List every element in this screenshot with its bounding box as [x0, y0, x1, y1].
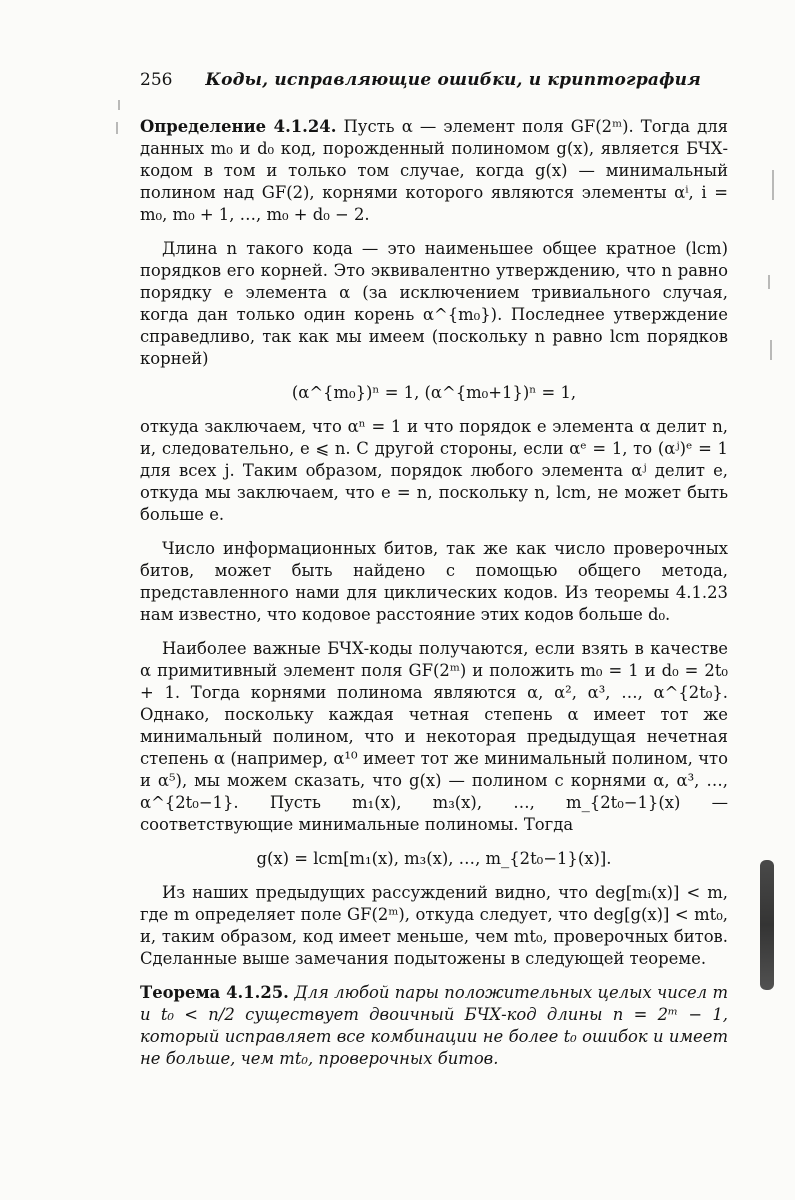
equation-1: (α^{m₀})ⁿ = 1, (α^{m₀+1})ⁿ = 1,	[291, 383, 577, 402]
theorem-block	[140, 982, 728, 1070]
paragraph-2: откуда заключаем, что αⁿ = 1 и что порядок e элемента α делит n, и, следовательно, e ⩽ n. С другой стороны, если αᵉ = 1, то (αʲ)ᵉ = 1 для всех j. Таким образом, порядок любого элемента αʲ делит e, откуда мы заключаем, что e = n, поскольку n, lcm, не может быть больше e.	[140, 417, 728, 524]
scan-tick-left-1	[118, 100, 120, 110]
running-title: Коды, исправляющие ошибки, и криптография	[205, 70, 701, 90]
paragraph-5: Из наших предыдущих рассуждений видно, что deg[mᵢ(x)] < m, где m определяет поле GF(2ᵐ), откуда следует, что deg[g(x)] < mt₀, и, таким образом, код имеет меньше, чем mt₀, проверочных битов. Сделанные выше замечания подытожены в следующей теореме.	[140, 883, 728, 968]
scan-tick-left-2	[116, 122, 118, 134]
paragraph-4: Наиболее важные БЧХ-коды получаются, если взять в качестве α примитивный элемент поля GF(2ᵐ) и положить m₀ = 1 и d₀ = 2t₀ + 1. Тогда корнями полинома являются α, α², α³, …, α^{2t₀}. Однако, поскольку каждая четная степень α имеет тот же минимальный полином, что и некоторая предыдущая нечетная степень α (например, α¹⁰ имеет тот же минимальный полином, что и α⁵), мы можем сказать, что g(x) — полином с корнями α, α³, …, α^{2t₀−1}. Пусть m₁(x), m₃(x), …, m_{2t₀−1}(x) — соответствующие минимальные полиномы. Тогда	[140, 639, 728, 834]
scan-tick-right-1	[772, 170, 774, 200]
scan-artifact	[760, 860, 774, 990]
theorem-text: Для любой пары положительных целых чисел m и t₀ < n/2 существует двоичный БЧХ-код длины n = 2ᵐ − 1, который исправляет все комбинации не более t₀ ошибок и имеет не больше, чем mt₀, проверочных битов.	[140, 983, 728, 1068]
paragraph-3: Число информационных битов, так же как число проверочных битов, может быть найдено с помощью общего метода, представленного нами для циклических кодов. Из теоремы 4.1.23 нам известно, что кодовое расстояние этих кодов больше d₀.	[140, 539, 728, 624]
book-page	[140, 70, 728, 1082]
definition-title: Определение 4.1.24.	[140, 117, 337, 136]
definition-text: Пусть α — элемент поля GF(2ᵐ). Тогда для данных m₀ и d₀ код, порожденный полиномом g(x), является БЧХ-кодом в том и только том случае, когда g(x) — минимальный полином над GF(2), корнями которого являются элементы αⁱ, i = m₀, m₀ + 1, …, m₀ + d₀ − 2.	[140, 117, 728, 224]
scan-tick-right-3	[770, 340, 772, 360]
page-header	[140, 70, 728, 90]
page-number: 256	[140, 70, 173, 90]
equation-2: g(x) = lcm[m₁(x), m₃(x), …, m_{2t₀−1}(x)].	[256, 849, 612, 868]
theorem-title: Теорема 4.1.25.	[140, 983, 289, 1002]
scan-tick-right-2	[768, 275, 770, 289]
paragraph-1: Длина n такого кода — это наименьшее общее кратное (lcm) порядков его корней. Это эквивалентно утверждению, что n равно порядку e элемента α (за исключением тривиального случая, когда дан только один корень α^{m₀}). Последнее утверждение справедливо, так как мы имеем (поскольку n равно lcm порядков корней)	[140, 239, 728, 368]
definition-block	[140, 116, 728, 226]
